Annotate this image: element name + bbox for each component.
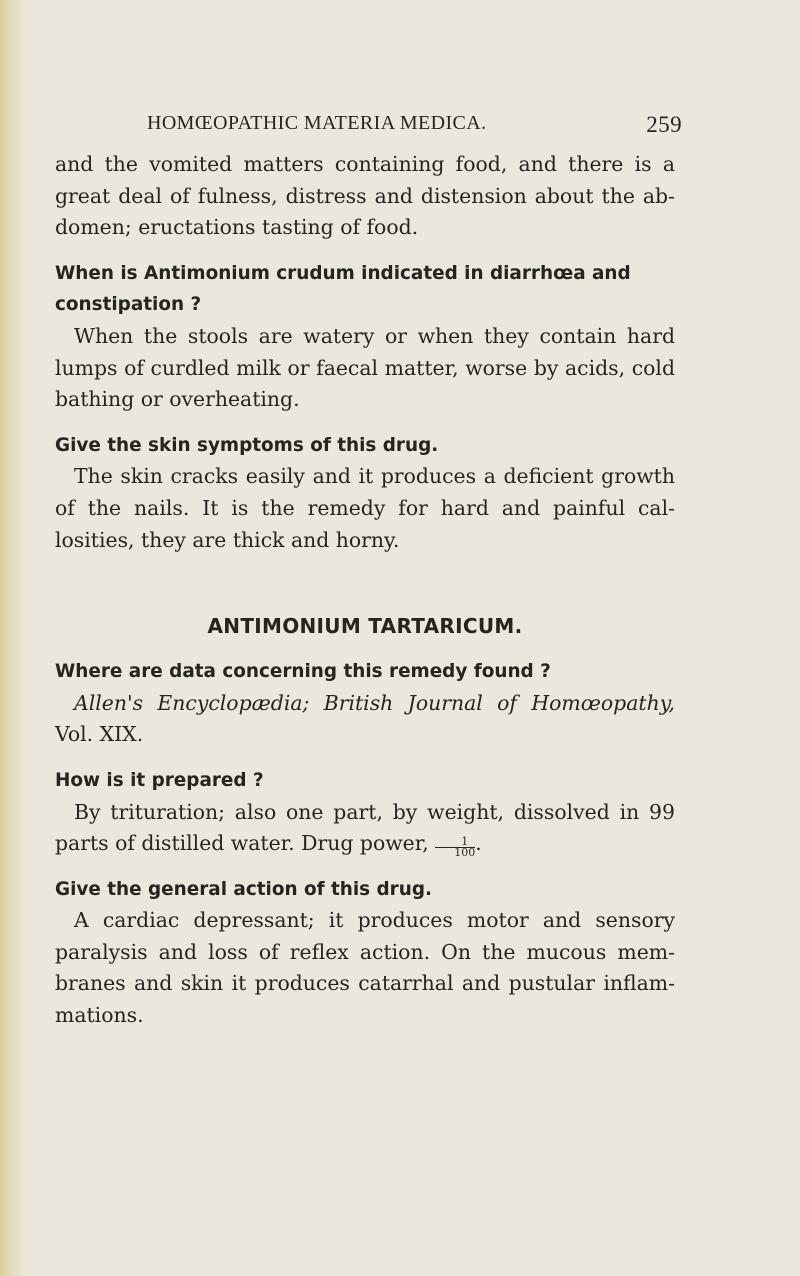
drug-power-fraction [435, 837, 475, 858]
answer-data-sources-volume: Vol. XIX. [55, 722, 144, 747]
answer-preparation [55, 797, 675, 860]
section-heading: ANTIMONIUM TARTARICUM. [207, 614, 523, 639]
fraction-denominator: 100 [454, 846, 476, 860]
question-diarrhoea-line2: constipation ? [55, 294, 202, 316]
question-data-sources: Where are data concerning this remedy found ? [55, 661, 551, 683]
answer-data-sources-italic: Allen's Encyclopædia; British Journal of Homœopathy, [74, 690, 675, 715]
question-diarrhoea-line1: When is Antimonium crudum indicated in diarrhœa and [55, 262, 631, 284]
fraction-numerator: 1 [435, 837, 475, 848]
question-preparation: How is it prepared ? [55, 769, 264, 791]
page-number: 259 [646, 112, 682, 137]
question-general-action: Give the general action of this drug. [55, 878, 432, 900]
answer-data-sources [55, 688, 675, 751]
question-skin: Give the skin symptoms of this drug. [55, 434, 439, 456]
answer-preparation-text: By trituration; also one part, by weight, dissolved in 99 parts of distilled water. Drug power, [55, 799, 675, 856]
section-gap [55, 556, 675, 610]
page-content [55, 149, 675, 1032]
answer-general-action: A cardiac depressant; it produces motor and sensory paralysis and loss of reflex action. On the mucous mem-branes and skin it produces catarrhal and pustular inflam-mations. [55, 908, 675, 1028]
intro-paragraph: and the vomited matters containing food, and there is a great deal of fulness, distress and distension about the ab-domen; eructations tasting of food. [55, 152, 675, 240]
answer-skin: The skin cracks easily and it produces a deficient growth of the nails. It is the remedy for hard and painful cal-losities, they are thick and horny. [55, 464, 675, 552]
running-header [55, 112, 682, 142]
question-diarrhoea [55, 258, 675, 321]
answer-diarrhoea: When the stools are watery or when they contain hard lumps of curdled milk or faecal matter, worse by acids, cold bathing or overheating. [55, 323, 675, 412]
answer-preparation-end: . [475, 831, 482, 856]
page-edge-shading [0, 0, 26, 1276]
running-title: HOMŒOPATHIC MATERIA MEDICA. [147, 112, 487, 134]
